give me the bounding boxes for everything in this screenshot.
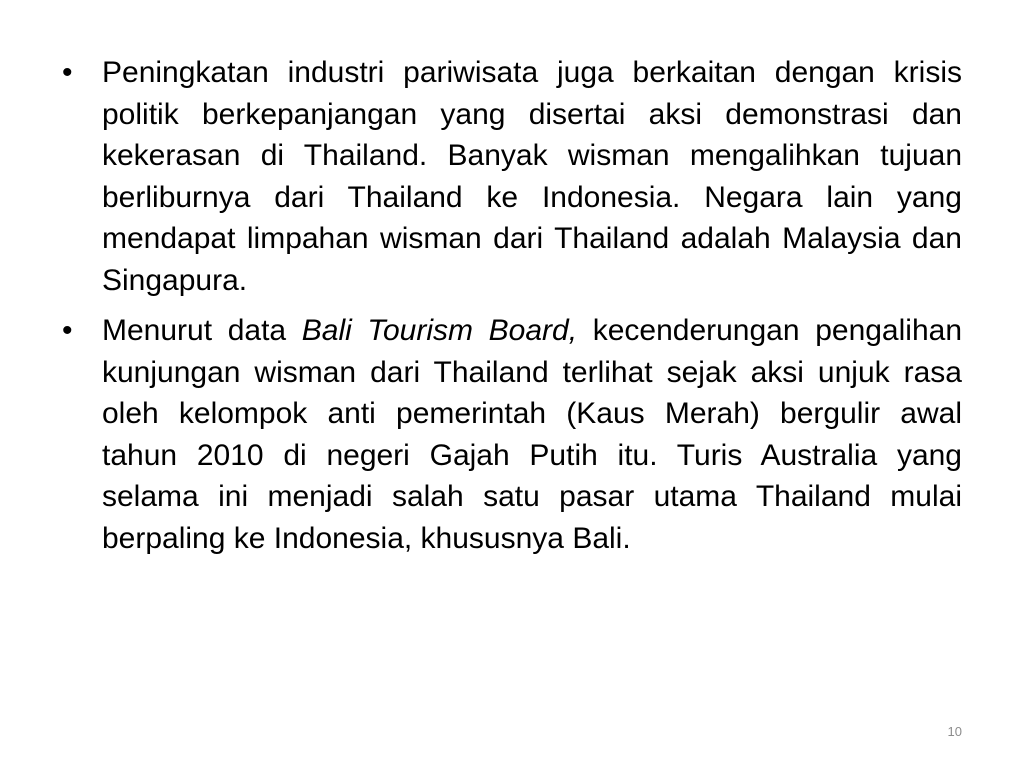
- bullet-item-1: [62, 52, 962, 301]
- bullet-item-2: [62, 310, 962, 559]
- source-name: Bali Tourism Board,: [301, 314, 578, 347]
- bullet-text-prefix: Menurut data: [102, 314, 302, 347]
- bullet-list: [62, 52, 962, 568]
- bullet-text-suffix: kecenderungan pengalihan kunjungan wisman dari Thailand terlihat sejak aksi unjuk rasa oleh kelompok anti pemerintah (Kaus Merah) bergulir awal tahun 2010 di negeri Gajah Putih itu. Turis Australia yang selama ini menjadi salah satu pasar utama Thailand mulai berpaling ke Indonesia, khususnya Bali.: [102, 314, 963, 555]
- slide-number: 10: [947, 724, 962, 739]
- bullet-dot-icon: •: [62, 314, 73, 347]
- bullet-dot-icon: •: [62, 56, 73, 89]
- bullet-text: Peningkatan industri pariwisata juga berkaitan dengan krisis politik berkepanjangan yang disertai aksi demonstrasi dan kekerasan di Thailand. Banyak wisman mengalihkan tujuan berliburnya dari Thailand ke Indonesia. Negara lain yang mendapat limpahan wisman dari Thailand adalah Malaysia dan Singapura.: [102, 56, 962, 297]
